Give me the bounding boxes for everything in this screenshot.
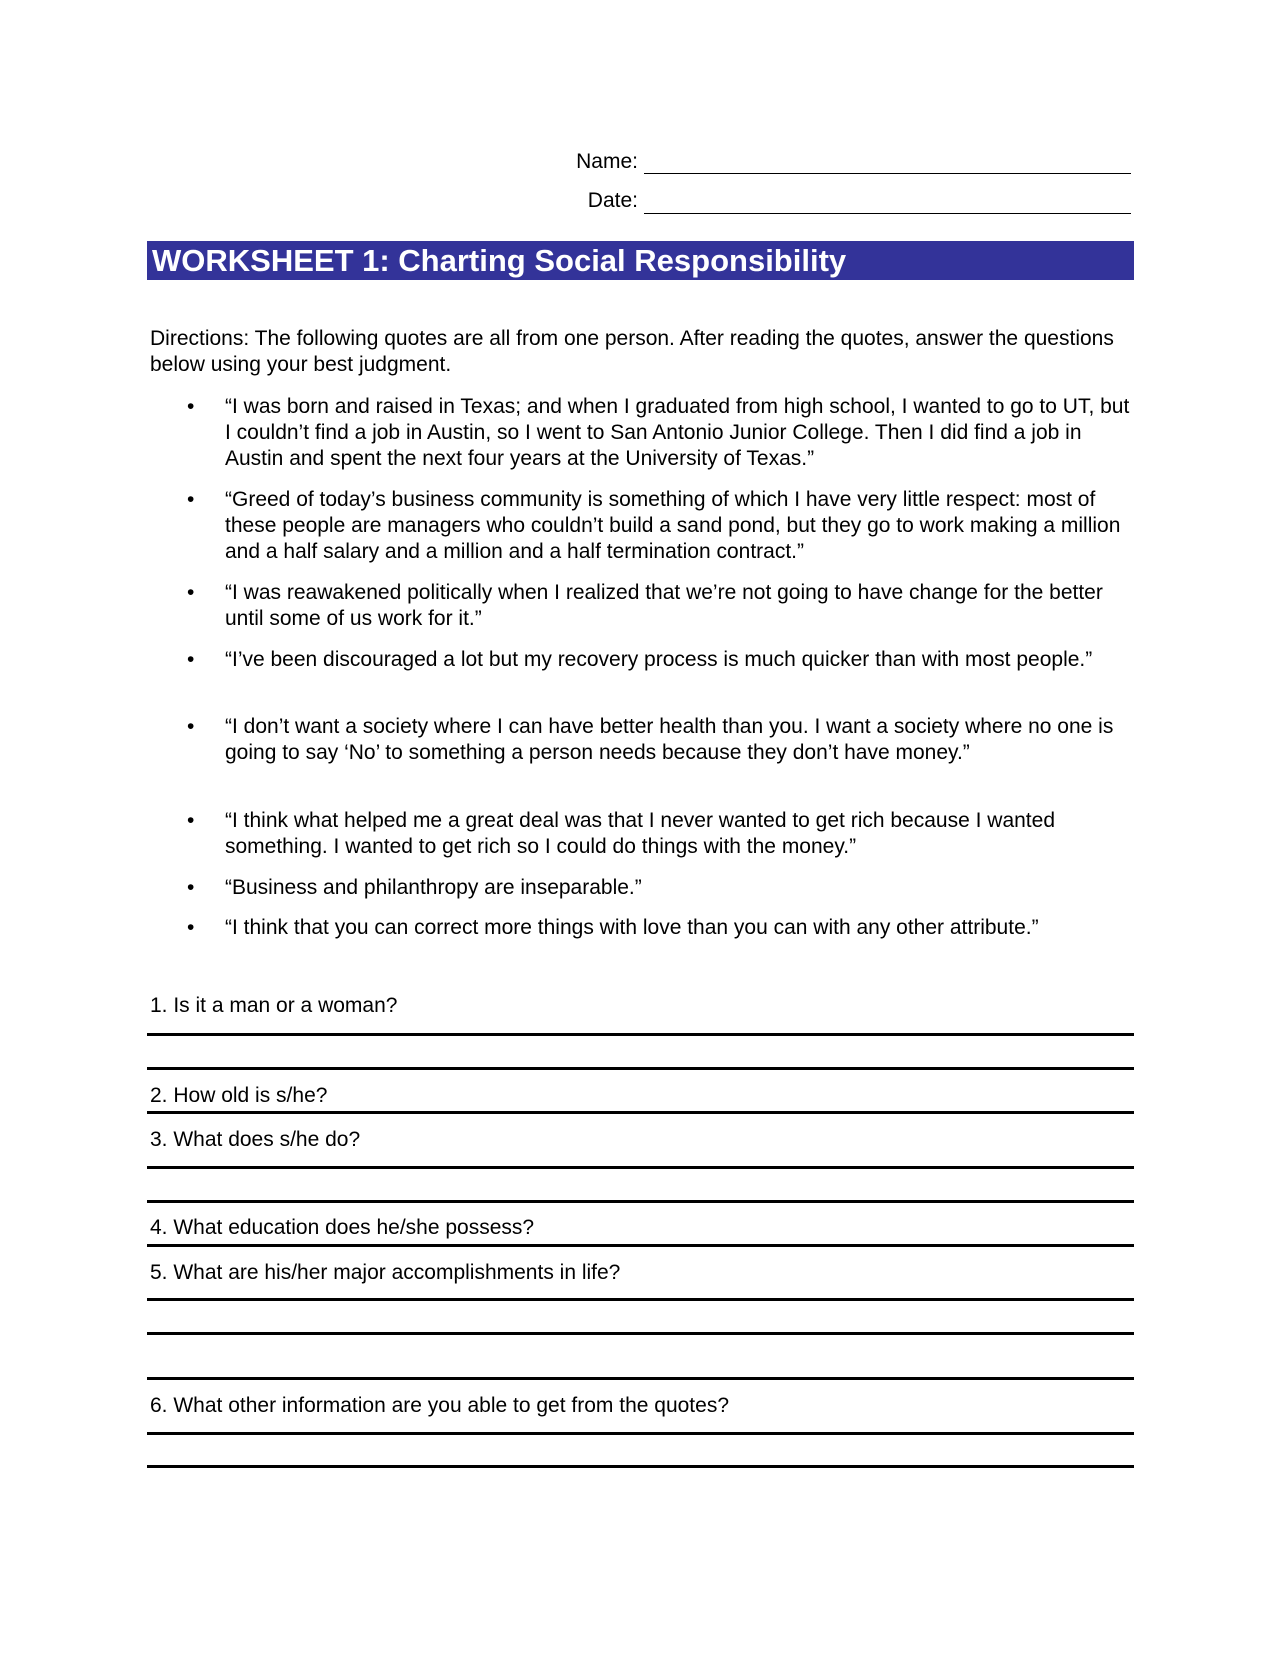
answer-line[interactable]	[147, 1377, 1134, 1380]
quote-item: “I think that you can correct more things with love than you can with any other attribute.”	[225, 916, 1039, 939]
quote-item: “I’ve been discouraged a lot but my recovery process is much quicker than with most people.”	[225, 648, 1093, 671]
quote-item: “I was born and raised in Texas; and when I graduated from high school, I wanted to go to UT, but I couldn’t find a job in Austin, so I went to San Antonio Junior College. Then I did find a job in Austin and spent the next four years at the University of Texas.”	[225, 395, 1130, 470]
bullet-icon: •	[187, 488, 195, 511]
worksheet-title: WORKSHEET 1: Charting Social Responsibility	[147, 241, 1134, 280]
answer-line[interactable]	[147, 1200, 1134, 1203]
answer-line[interactable]	[147, 1332, 1134, 1335]
name-label: Name:	[576, 150, 638, 173]
answer-line[interactable]	[147, 1111, 1134, 1114]
answer-line[interactable]	[147, 1298, 1134, 1301]
directions-text: Directions: The following quotes are all from one person. After reading the quotes, answer the questions below using your best judgment.	[150, 327, 1114, 376]
question-5: 5. What are his/her major accomplishments in life?	[150, 1261, 621, 1284]
bullet-icon: •	[187, 809, 195, 832]
question-3: 3. What does s/he do?	[150, 1128, 361, 1151]
answer-line[interactable]	[147, 1067, 1134, 1070]
bullet-icon: •	[187, 876, 195, 899]
answer-line[interactable]	[147, 1465, 1134, 1468]
date-label: Date:	[587, 189, 638, 212]
question-1: 1. Is it a man or a woman?	[150, 994, 398, 1017]
answer-line[interactable]	[147, 1432, 1134, 1435]
bullet-icon: •	[187, 916, 195, 939]
question-2: 2. How old is s/he?	[150, 1084, 328, 1107]
name-field[interactable]	[644, 173, 1131, 174]
bullet-icon: •	[187, 715, 195, 738]
quote-item: “Greed of today’s business community is something of which I have very little respect: most of these people are managers who couldn’t build a sand pond, but they go to work making a million and a half salary and a million and a half termination contract.”	[225, 488, 1121, 563]
quote-item: “I think what helped me a great deal was that I never wanted to get rich because I wanted something. I wanted to get rich so I could do things with the money.”	[225, 809, 1055, 858]
question-4: 4. What education does he/she possess?	[150, 1216, 535, 1239]
answer-line[interactable]	[147, 1033, 1134, 1036]
question-6: 6. What other information are you able to get from the quotes?	[150, 1394, 729, 1417]
answer-line[interactable]	[147, 1166, 1134, 1169]
bullet-icon: •	[187, 648, 195, 671]
bullet-icon: •	[187, 395, 195, 418]
bullet-icon: •	[187, 581, 195, 604]
quote-item: “Business and philanthropy are inseparable.”	[225, 876, 642, 899]
quote-item: “I was reawakened politically when I realized that we’re not going to have change for the better until some of us work for it.”	[225, 581, 1103, 630]
quote-item: “I don’t want a society where I can have better health than you. I want a society where no one is going to say ‘No’ to something a person needs because they don’t have money.”	[225, 715, 1114, 764]
date-field[interactable]	[644, 213, 1131, 214]
answer-line[interactable]	[147, 1244, 1134, 1247]
